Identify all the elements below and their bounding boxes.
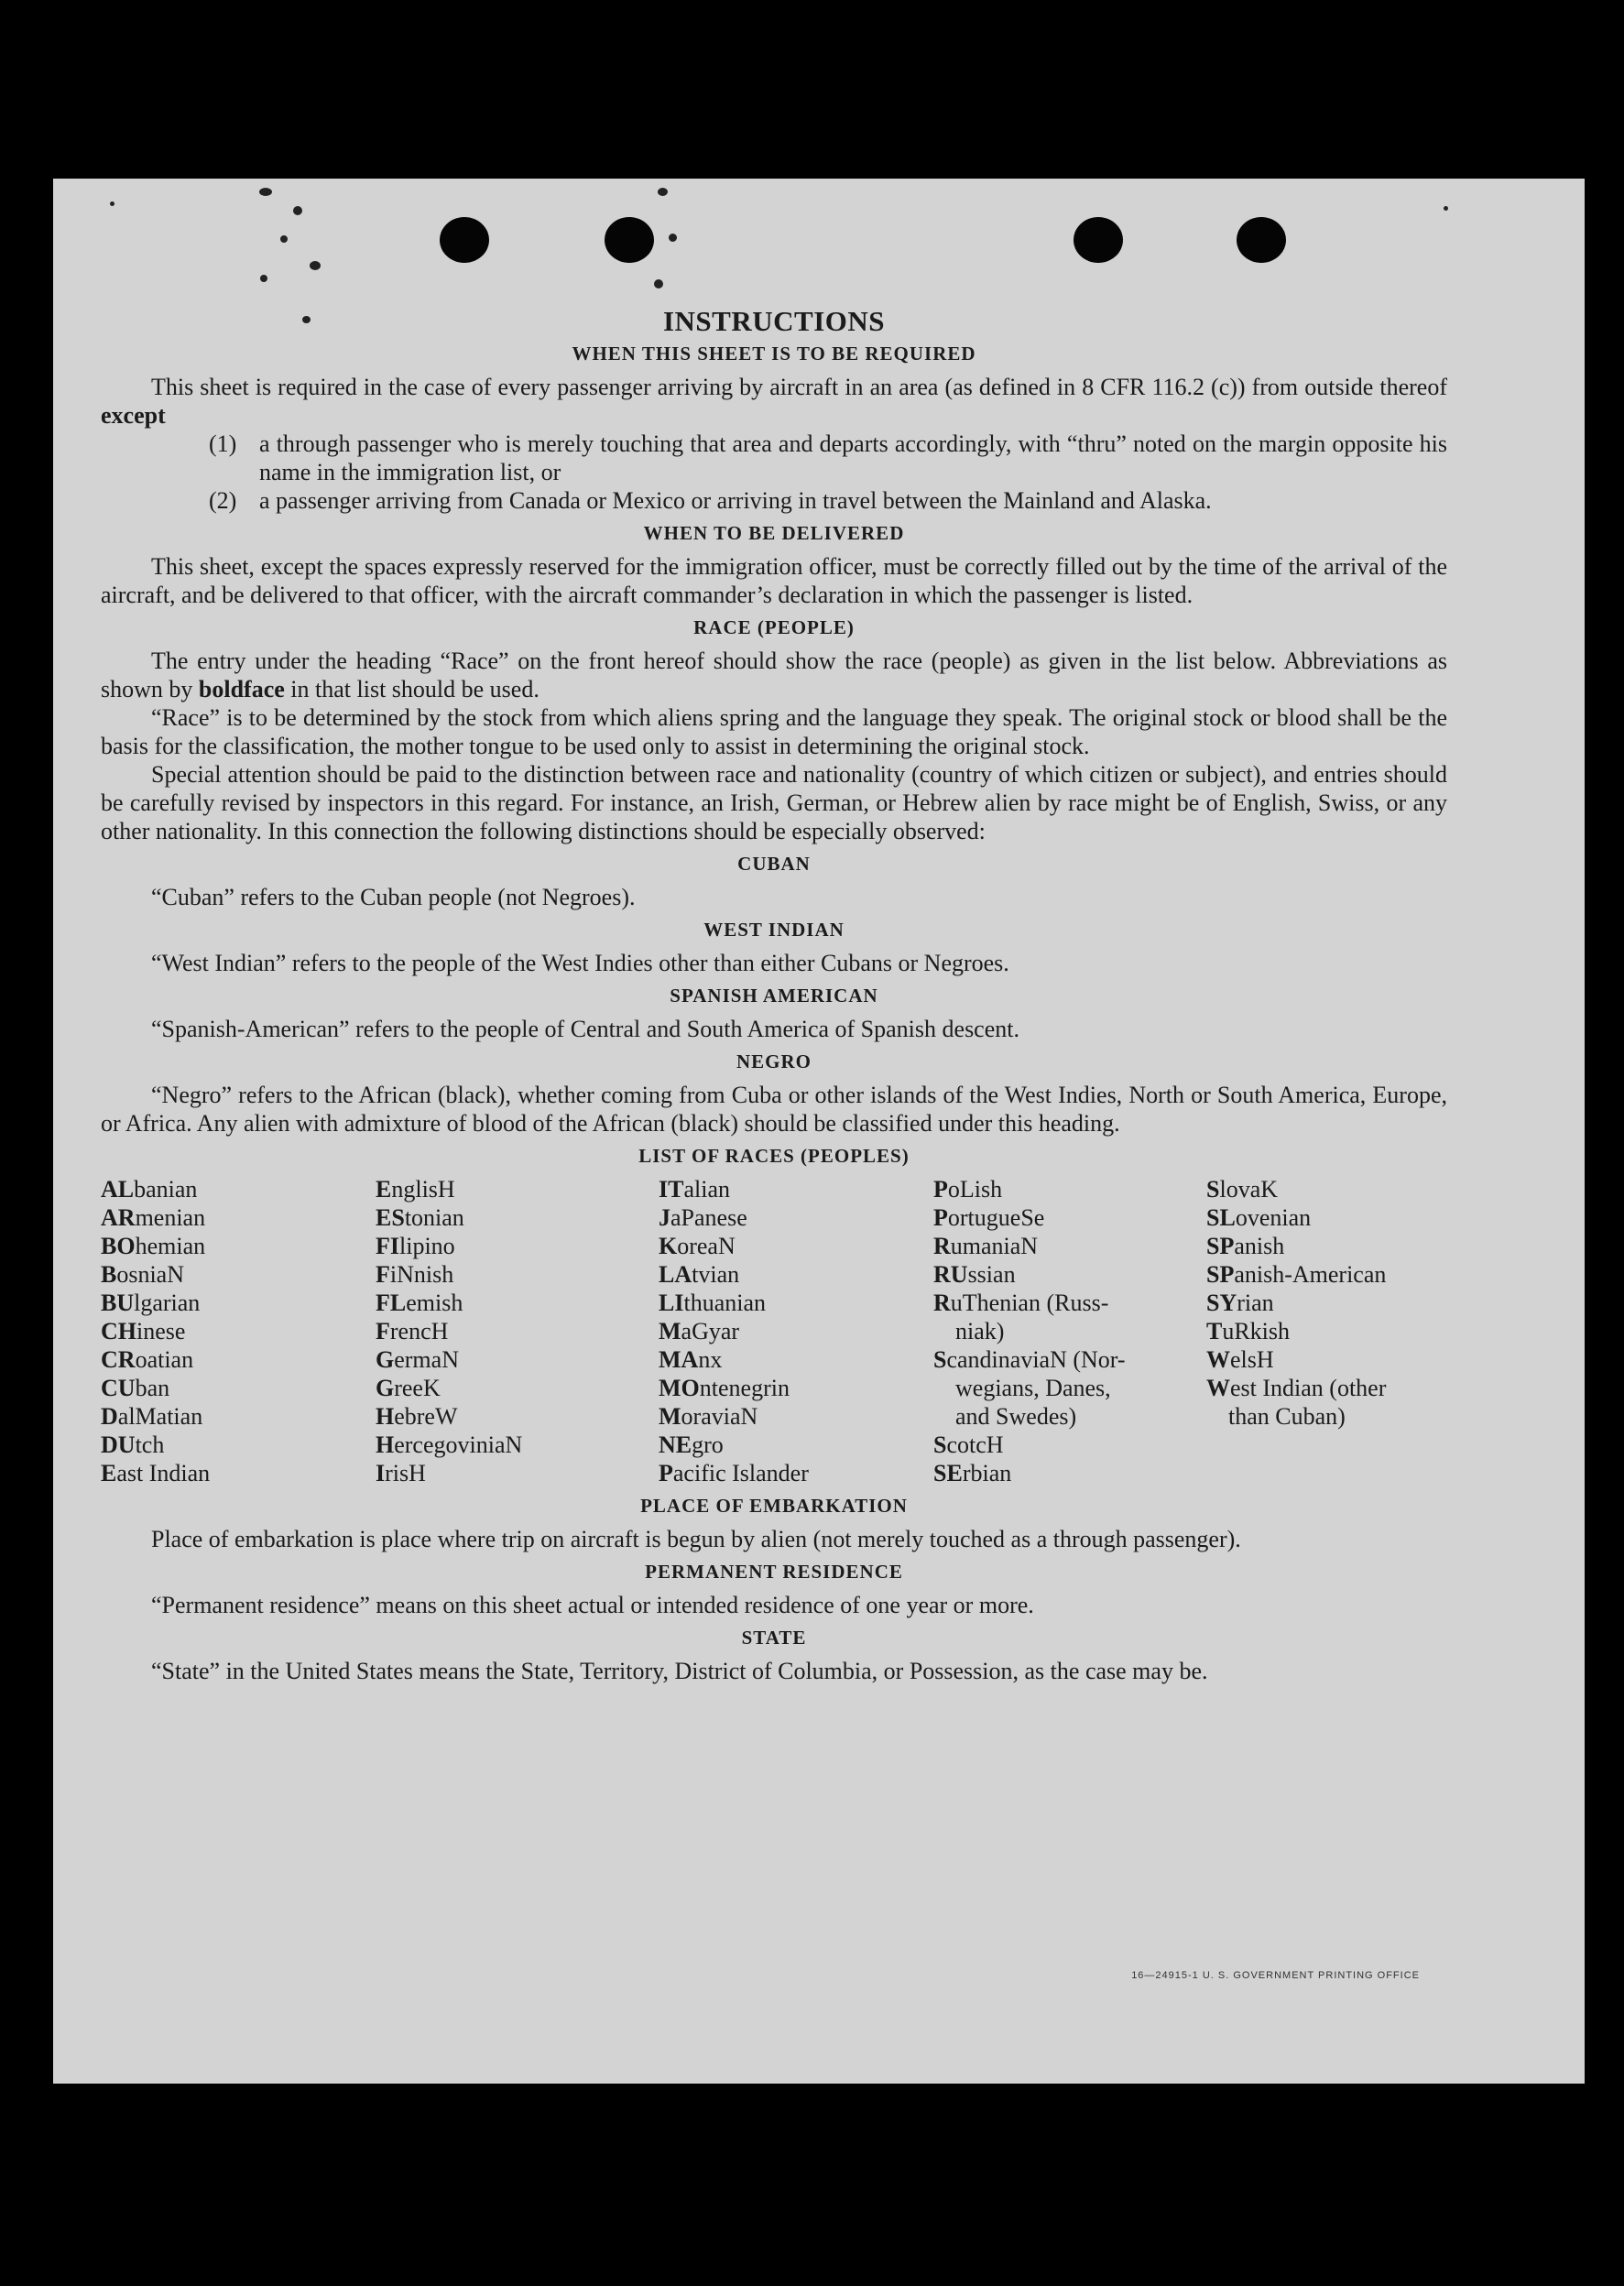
race-entry: and Swedes)	[955, 1403, 1077, 1430]
race-entry: SYrian	[1206, 1290, 1274, 1316]
heading-list-of-races: LIST OF RACES (PEOPLES)	[638, 1145, 910, 1167]
races-column	[376, 1175, 659, 1487]
printer-imprint: 16—24915-1 U. S. GOVERNMENT PRINTING OFFICE	[1131, 1970, 1420, 1981]
race-entry: FiNnish	[376, 1261, 454, 1288]
race-entry: ITalian	[659, 1176, 730, 1203]
paragraph-race-1: The entry under the heading “Race” on the front hereof should show the race (people) as given in the list below. Abbreviations as shown by boldface in that list should be used.	[101, 648, 1447, 702]
race-entry: wegians, Danes,	[955, 1375, 1111, 1401]
races-column	[659, 1175, 933, 1487]
race-entry: LIthuanian	[659, 1290, 766, 1316]
race-entry: FIlipino	[376, 1233, 455, 1259]
race-entry: SErbian	[933, 1460, 1012, 1486]
race-entry: RuThenian (Russ-	[933, 1290, 1109, 1316]
race-entry: CRoatian	[101, 1346, 194, 1373]
paragraph-residence: “Permanent residence” means on this sheet actual or intended residence of one year or more.	[151, 1592, 1034, 1618]
heading-state: STATE	[741, 1627, 807, 1649]
paragraph-when-required: This sheet is required in the case of every passenger arriving by aircraft in an area (as defined in 8 CFR 116.2 (c)) from outside thereof except	[101, 374, 1447, 429]
race-entry: ScandinaviaN (Nor-	[933, 1346, 1126, 1373]
race-entry: KoreaN	[659, 1233, 736, 1259]
race-entry: GreeK	[376, 1375, 441, 1401]
page-title: INSTRUCTIONS	[662, 305, 885, 337]
paragraph-when-delivered: This sheet, except the spaces expressly reserved for the immigration officer, must be correctly filled out by the time of the arrival of the aircraft, and be delivered to that officer, with the aircraft commander’s declaration in which the passenger is listed.	[101, 553, 1447, 608]
race-entry: HercegoviniaN	[376, 1431, 523, 1458]
heading-embarkation: PLACE OF EMBARKATION	[640, 1495, 908, 1517]
races-column	[1206, 1175, 1447, 1487]
race-entry: SlovaK	[1206, 1176, 1279, 1203]
race-entry: RUssian	[933, 1261, 1016, 1288]
race-entry: TuRkish	[1206, 1318, 1291, 1344]
exception-item: (2) a passenger arriving from Canada or Mexico or arriving in travel between the Mainland and Alaska.	[209, 487, 1212, 514]
race-entry: SPanish-American	[1206, 1261, 1387, 1288]
race-entry: FrencH	[376, 1318, 449, 1344]
race-entry: Pacific Islander	[659, 1460, 809, 1486]
race-entry: SPanish	[1206, 1233, 1285, 1259]
heading-when-delivered: WHEN TO BE DELIVERED	[643, 522, 905, 544]
race-entry: East Indian	[101, 1460, 211, 1486]
race-entry: EnglisH	[376, 1176, 455, 1203]
race-entry: MAnx	[659, 1346, 723, 1373]
race-entry: JaPanese	[659, 1204, 747, 1231]
race-entry: HebreW	[376, 1403, 458, 1430]
races-column	[933, 1175, 1206, 1487]
race-entry: CUban	[101, 1375, 170, 1401]
race-entry: CHinese	[101, 1318, 186, 1344]
race-entry: niak)	[955, 1318, 1005, 1344]
race-entry: than Cuban)	[1228, 1403, 1346, 1430]
race-entry: ScotcH	[933, 1431, 1004, 1458]
race-entry: DUtch	[101, 1431, 165, 1458]
race-entry: BOhemian	[101, 1233, 206, 1259]
race-entry: FLemish	[376, 1290, 463, 1316]
race-entry: PoLish	[933, 1176, 1003, 1203]
heading-west-indian: WEST INDIAN	[703, 919, 845, 941]
races-column	[101, 1175, 376, 1487]
race-entry: EStonian	[376, 1204, 464, 1231]
race-entry: MoraviaN	[659, 1403, 758, 1430]
race-entry: LAtvian	[659, 1261, 740, 1288]
paragraph-state: “State” in the United States means the State, Territory, District of Columbia, or Possession, as the case may be.	[151, 1658, 1208, 1684]
race-entry: West Indian (other	[1206, 1375, 1387, 1401]
race-entry: GermaN	[376, 1346, 459, 1373]
race-entry: NEgro	[659, 1431, 724, 1458]
heading-negro: NEGRO	[736, 1050, 812, 1072]
heading-when-required: WHEN THIS SHEET IS TO BE REQUIRED	[572, 343, 976, 365]
heading-residence: PERMANENT RESIDENCE	[645, 1561, 903, 1583]
race-entry: WelsH	[1206, 1346, 1274, 1373]
race-entry: ALbanian	[101, 1176, 198, 1203]
heading-spanish-american: SPANISH AMERICAN	[670, 985, 878, 1007]
instructions-body	[101, 307, 1447, 1685]
exception-item: (1) a through passenger who is merely touching that area and departs accordingly, with “thru” noted on the margin opposite his name in the immigration list, or	[209, 430, 1447, 485]
race-entry: BUlgarian	[101, 1290, 201, 1316]
paragraph-race-3: Special attention should be paid to the distinction between race and nationality (country of which citizen or subject), and entries should be carefully revised by inspectors in this regard. For instance, an Irish, German, or Hebrew alien by race might be of English, Swiss, or any other nationality. In this connection the following distinctions should be especially observed:	[101, 761, 1447, 844]
race-entry: PortugueSe	[933, 1204, 1045, 1231]
race-entry: ARmenian	[101, 1204, 206, 1231]
punch-hole	[440, 217, 489, 263]
heading-race: RACE (PEOPLE)	[693, 616, 855, 638]
paragraph-spanish-american: “Spanish-American” refers to the people of Central and South America of Spanish descent.	[151, 1016, 1019, 1042]
race-entry: DalMatian	[101, 1403, 203, 1430]
races-list	[101, 1175, 1447, 1487]
race-entry: BosniaN	[101, 1261, 185, 1288]
race-entry: MaGyar	[659, 1318, 740, 1344]
race-entry: RumaniaN	[933, 1233, 1039, 1259]
race-entry: MOntenegrin	[659, 1375, 790, 1401]
punch-hole	[605, 217, 654, 263]
punch-hole	[1074, 217, 1123, 263]
paragraph-cuban: “Cuban” refers to the Cuban people (not Negroes).	[151, 884, 636, 910]
paragraph-embarkation: Place of embarkation is place where trip on aircraft is begun by alien (not merely touched as a through passenger).	[151, 1526, 1241, 1552]
race-entry: SLovenian	[1206, 1204, 1312, 1231]
paragraph-west-indian: “West Indian” refers to the people of the West Indies other than either Cubans or Negroes.	[151, 950, 1009, 976]
race-entry: IrisH	[376, 1460, 426, 1486]
instruction-sheet	[53, 179, 1585, 2084]
paragraph-race-2: “Race” is to be determined by the stock from which aliens spring and the language they speak. The original stock or blood shall be the basis for the classification, the mother tongue to be used only to assist in determining the original stock.	[101, 704, 1447, 759]
heading-cuban: CUBAN	[737, 853, 811, 875]
punch-hole	[1237, 217, 1286, 263]
paragraph-negro: “Negro” refers to the African (black), whether coming from Cuba or other islands of the West Indies, North or South America, Europe, or Africa. Any alien with admixture of blood of the African (black) should be classified under this heading.	[101, 1082, 1447, 1137]
